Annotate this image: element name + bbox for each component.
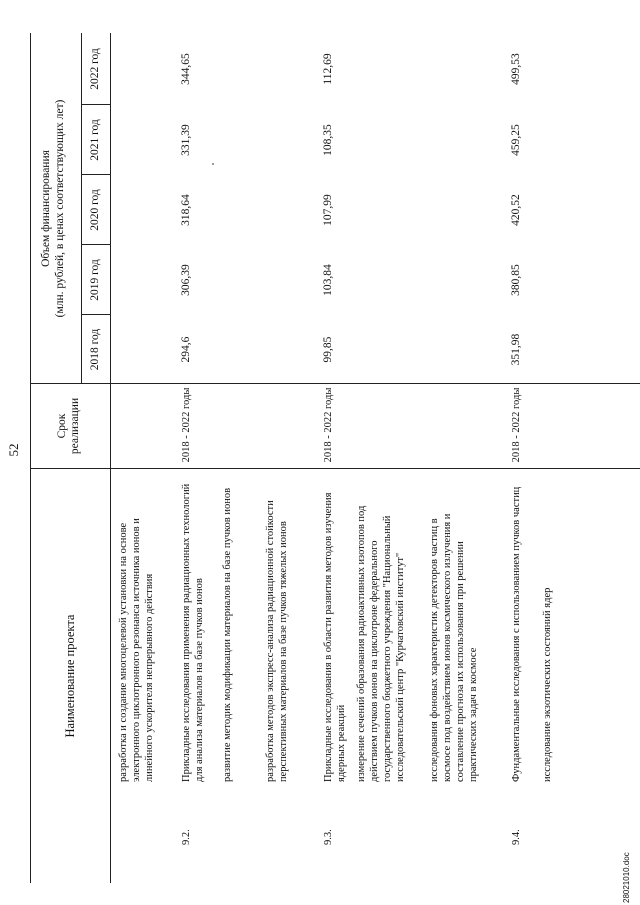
header-period: Срок реализации <box>56 397 81 455</box>
row-2-value-2018: 99,85 <box>322 336 334 363</box>
row-2-period: 2018 - 2022 годы <box>323 387 334 463</box>
row-3-value-2018: 351,98 <box>510 333 522 366</box>
row-2-name: Прикладные исследования в области развития методов изучения ядерных реакций <box>323 492 347 782</box>
row-3-value-2022: 499,53 <box>510 53 522 85</box>
col-divider-period <box>30 383 640 384</box>
header-bottom-rule <box>110 33 111 883</box>
header-year-2020: 2020 год <box>89 189 101 231</box>
row-2-value-2022: 112,69 <box>322 53 334 85</box>
footer-doc-code: 28021010.doc <box>622 852 631 903</box>
row-2-subitem-1: исследования фоновых характеристик детекторов частиц в космосе под воздействием ионов космического излучения и составление прогноза их использования при решении практических задач в космосе <box>429 513 479 782</box>
row-2-number: 9.3. <box>323 829 334 845</box>
header-year-2022: 2022 год <box>89 48 101 90</box>
row-1-value-2020: 318,64 <box>180 194 192 226</box>
row-3-subitem-0: исследование экзотических состояний ядер <box>542 587 553 782</box>
row-3-period: 2018 - 2022 годы <box>511 387 522 463</box>
row-1-value-2019: 306,39 <box>180 264 192 296</box>
funding-subheader-rule <box>81 33 82 384</box>
row-1-subitem-1: разработка методов экспресс-анализа радиационной стойкости перспективных материалов на базе пучков тяжелых ионов <box>265 500 289 782</box>
page-number: 52 <box>6 443 21 457</box>
scan-speck <box>212 163 214 165</box>
header-project-name: Наименование проекта <box>63 614 77 738</box>
row-1-value-2018: 294,6 <box>180 336 192 363</box>
row-1-subitem-0: развитие методик модификации материалов на базе пучков ионов <box>222 487 233 782</box>
row-3-name: Фундаментальные исследования с использованием пучков частиц <box>511 486 522 782</box>
row-3-number: 9.4. <box>511 829 522 845</box>
header-year-2018: 2018 год <box>89 328 101 371</box>
row-3-value-2021: 459,25 <box>510 124 522 156</box>
row-3-value-2019: 380,85 <box>510 264 522 296</box>
row-2-value-2019: 103,84 <box>322 264 334 296</box>
row-2-subitem-0: измерение сечений образования радиоактивных изотопов под действием пучков ионов на циклотроне федерального государственного бюджетного учреждения "Национальный исследовательский центр "Курчатовский институт" <box>356 505 406 782</box>
row-1-number: 9.2. <box>181 829 192 845</box>
row-1-name: Прикладные исследования применения радиационных технологий для анализа материалов на базе пучков ионов <box>181 483 205 782</box>
row-1-period: 2018 - 2022 годы <box>181 387 192 463</box>
header-funding-subtitle: (млн. рублей, в ценах соответствующих лет) <box>54 99 66 318</box>
table-top-rule <box>30 33 31 883</box>
header-funding-title: Объем финансирования <box>40 150 52 267</box>
row-3-value-2020: 420,52 <box>510 194 522 226</box>
row-0-subitem-0: разработка и создание многоцелевой установки на основе электронного циклотронного резонанса источника ионов и линейного ускорителя непрерывного действия <box>118 518 155 782</box>
row-1-value-2021: 331,39 <box>180 124 192 156</box>
header-year-2021: 2021 год <box>89 119 101 161</box>
row-1-value-2022: 344,65 <box>180 53 192 85</box>
row-2-value-2020: 107,99 <box>322 194 334 226</box>
row-2-value-2021: 108,35 <box>322 124 334 156</box>
col-divider-name <box>30 468 640 469</box>
header-year-2019: 2019 год <box>89 259 101 301</box>
